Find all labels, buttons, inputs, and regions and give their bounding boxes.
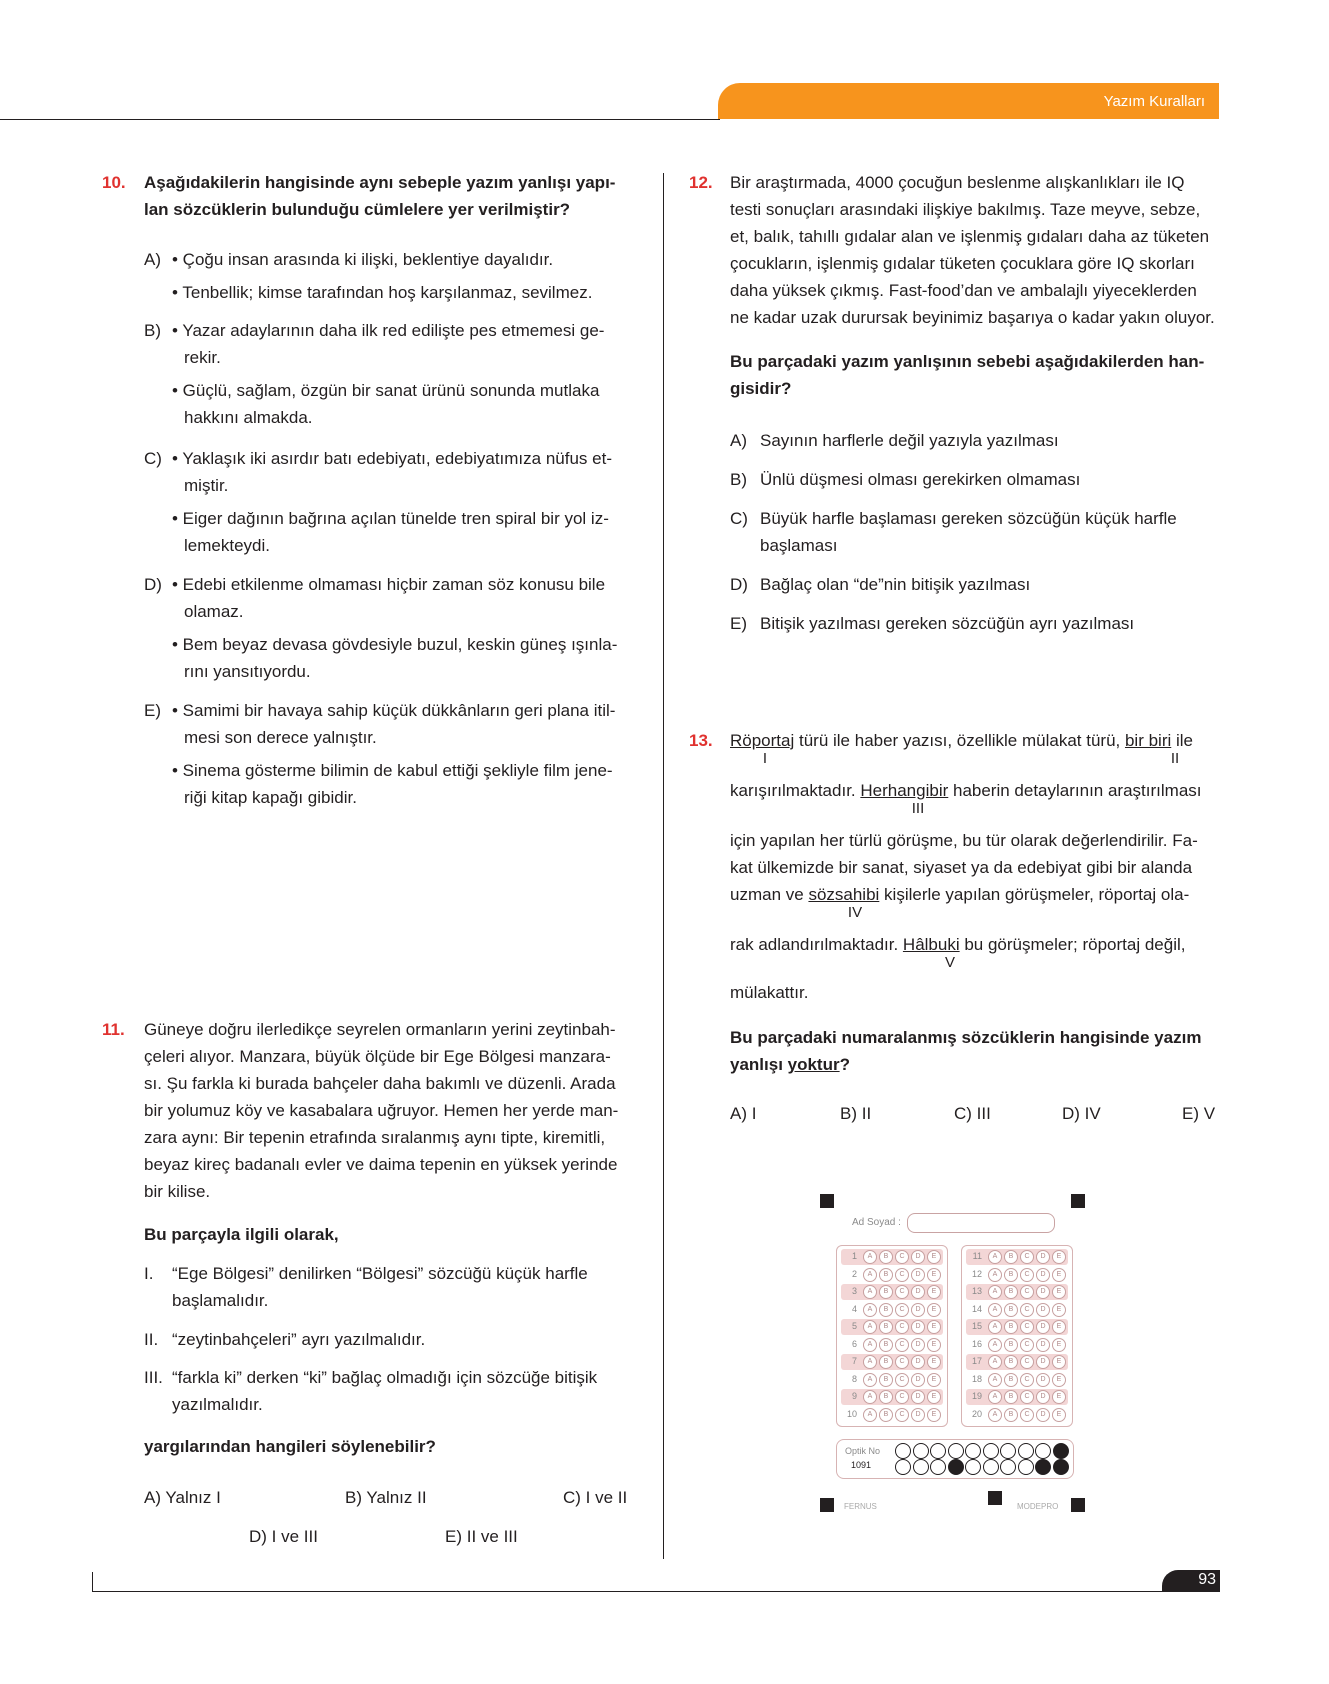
- choice-e[interactable]: E) V: [1182, 1104, 1216, 1123]
- answer-bubble[interactable]: A: [988, 1285, 1002, 1299]
- option-e-line: • Sinema gösterme bilimin de kabul ettiği şekliyle film jene- riği kitap kapağı gibidir.: [172, 761, 613, 807]
- optic-number-bubble[interactable]: [913, 1459, 929, 1475]
- answer-row: [841, 1319, 943, 1335]
- answer-bubble[interactable]: B: [879, 1373, 893, 1387]
- statement-iii: “farkla ki” derken “ki” bağlaç olmadığı için sözcüğe bitişik yazılmalıdır.: [172, 1368, 598, 1414]
- answer-bubble[interactable]: D: [911, 1408, 925, 1422]
- answer-bubble[interactable]: C: [895, 1390, 909, 1404]
- optic-number-bubble[interactable]: [1053, 1443, 1069, 1459]
- option-label: D): [144, 575, 162, 594]
- answer-bubble[interactable]: D: [911, 1303, 925, 1317]
- question-paragraph: Bir araştırmada, 4000 çocuğun beslenme alışkanlıkları ile IQ testi sonuçları arasındaki ilişkiye bakılmış. Taze meyve, sebze, et, balık, tahıllı gıdalar alan ve işlenmiş gıdaları daha az tüketen çocukların, işlenmiş gıdalar tüketen çocuklara göre IQ skorları daha yüksek çıkmış. Fast-food’dan ve ambalajlı yiyeceklerden ne kadar uzak durursak beyinimiz başarıya o kadar yakın oluyor.: [730, 173, 1215, 327]
- row-number: 10: [846, 1408, 857, 1419]
- answer-bubble[interactable]: A: [863, 1250, 877, 1264]
- answer-column-2: [961, 1245, 1073, 1427]
- option-label: C): [730, 509, 748, 528]
- answer-bubble[interactable]: E: [927, 1320, 941, 1334]
- corner-mark: [1071, 1498, 1085, 1512]
- choice-b[interactable]: B) II: [840, 1104, 872, 1123]
- choice-e[interactable]: E) II ve III: [445, 1527, 518, 1546]
- answer-bubble[interactable]: C: [895, 1250, 909, 1264]
- numeral-v: V: [944, 954, 955, 971]
- choice-a[interactable]: A) Yalnız I: [144, 1488, 221, 1507]
- answer-bubble[interactable]: C: [1020, 1373, 1034, 1387]
- answer-bubble[interactable]: C: [1020, 1320, 1034, 1334]
- optic-number-bubble[interactable]: [1000, 1459, 1016, 1475]
- option-a[interactable]: • Çoğu insan arasında ki ilişki, beklentiye dayalıdır.: [172, 250, 554, 269]
- statement-ii: “zeytinbahçeleri” ayrı yazılmalıdır.: [172, 1330, 426, 1349]
- option-d[interactable]: • Edebi etkilenme olmaması hiçbir zaman söz konusu bile olamaz.: [172, 575, 606, 621]
- answer-bubble[interactable]: B: [1004, 1373, 1018, 1387]
- answer-bubble[interactable]: C: [895, 1285, 909, 1299]
- option-c[interactable]: Büyük harfle başlaması gereken sözcüğün küçük harfle başlaması: [760, 509, 1177, 555]
- answer-column-1: [836, 1245, 948, 1427]
- answer-row: [966, 1249, 1068, 1265]
- answer-bubble[interactable]: E: [1052, 1303, 1066, 1317]
- answer-bubble[interactable]: E: [927, 1338, 941, 1352]
- answer-bubble[interactable]: C: [1020, 1408, 1034, 1422]
- header-rule: [0, 119, 720, 120]
- answer-bubble[interactable]: D: [911, 1268, 925, 1282]
- optic-number-bubble[interactable]: [913, 1443, 929, 1459]
- row-number: 20: [971, 1408, 982, 1419]
- answer-bubble[interactable]: C: [895, 1408, 909, 1422]
- answer-bubble[interactable]: C: [1020, 1303, 1034, 1317]
- optic-number-bubble[interactable]: [983, 1443, 999, 1459]
- optic-number-bubble[interactable]: [1053, 1459, 1069, 1475]
- paragraph-line-2: karışırılmaktadır. Herhangibir haberin detaylarının araştırılması: [730, 781, 1202, 800]
- answer-bubble[interactable]: C: [895, 1320, 909, 1334]
- answer-bubble[interactable]: B: [1004, 1338, 1018, 1352]
- section-tab: [718, 83, 1219, 119]
- option-label: E): [144, 701, 161, 720]
- numbered-word-1: Röportaj: [730, 731, 795, 750]
- answer-bubble[interactable]: B: [1004, 1303, 1018, 1317]
- answer-bubble[interactable]: C: [1020, 1390, 1034, 1404]
- answer-bubble[interactable]: B: [879, 1338, 893, 1352]
- brand-left: FERNUS: [844, 1502, 877, 1511]
- row-number: 15: [971, 1321, 982, 1331]
- answer-bubble[interactable]: C: [1020, 1338, 1034, 1352]
- option-c[interactable]: • Yaklaşık iki asırdır batı edebiyatı, edebiyatımıza nüfus et- miştir.: [172, 449, 612, 495]
- answer-bubble[interactable]: E: [927, 1268, 941, 1282]
- answer-bubble[interactable]: C: [895, 1355, 909, 1369]
- numeral-iii: III: [911, 800, 925, 817]
- optic-number-bubble[interactable]: [1018, 1459, 1034, 1475]
- answer-row: [841, 1284, 943, 1300]
- answer-bubble[interactable]: A: [863, 1338, 877, 1352]
- optic-number-bubble[interactable]: [1018, 1443, 1034, 1459]
- paragraph-line-6: rak adlandırılmaktadır. Hâlbuki bu görüşmeler; röportaj değil,: [730, 935, 1186, 954]
- row-number: 8: [851, 1373, 857, 1384]
- question-text: yargılarından hangileri söylenebilir?: [144, 1437, 436, 1456]
- numeral-i: I: [762, 750, 768, 767]
- answer-row: [966, 1407, 1068, 1423]
- answer-bubble[interactable]: A: [863, 1408, 877, 1422]
- answer-bubble[interactable]: B: [879, 1303, 893, 1317]
- answer-bubble[interactable]: D: [911, 1250, 925, 1264]
- statement-i: “Ege Bölgesi” denilirken “Bölgesi” sözcüğü küçük harfle başlamalıdır.: [172, 1264, 588, 1310]
- answer-bubble[interactable]: B: [879, 1390, 893, 1404]
- optic-number-bubble[interactable]: [930, 1443, 946, 1459]
- answer-bubble[interactable]: A: [863, 1373, 877, 1387]
- answer-bubble[interactable]: D: [911, 1338, 925, 1352]
- answer-row: [841, 1407, 943, 1423]
- answer-bubble[interactable]: E: [1052, 1373, 1066, 1387]
- choice-a[interactable]: A) I: [730, 1104, 757, 1123]
- numeral-iv: IV: [847, 904, 863, 921]
- paragraph-line-5: uzman ve sözsahibi kişilerle yapılan görüşmeler, röportaj ola-: [730, 885, 1190, 904]
- choice-d[interactable]: D) I ve III: [249, 1527, 318, 1546]
- name-field[interactable]: [907, 1213, 1055, 1233]
- answer-bubble[interactable]: E: [927, 1285, 941, 1299]
- answer-bubble[interactable]: E: [927, 1390, 941, 1404]
- answer-bubble[interactable]: C: [1020, 1285, 1034, 1299]
- answer-bubble[interactable]: D: [1036, 1338, 1050, 1352]
- answer-bubble[interactable]: C: [895, 1303, 909, 1317]
- answer-bubble[interactable]: E: [1052, 1320, 1066, 1334]
- optic-number-bubble[interactable]: [895, 1443, 911, 1459]
- answer-bubble[interactable]: B: [1004, 1408, 1018, 1422]
- optic-no-label: Optik No: [845, 1446, 881, 1456]
- optic-number-bubble[interactable]: [948, 1459, 964, 1475]
- answer-bubble[interactable]: E: [1052, 1338, 1066, 1352]
- answer-bubble[interactable]: E: [1052, 1268, 1066, 1282]
- answer-bubble[interactable]: D: [911, 1355, 925, 1369]
- optic-number-bubble[interactable]: [895, 1459, 911, 1475]
- row-number: 17: [971, 1356, 982, 1366]
- question-lead: Bu parçayla ilgili olarak,: [144, 1225, 339, 1244]
- row-number: 3: [851, 1286, 857, 1296]
- answer-bubble[interactable]: A: [988, 1268, 1002, 1282]
- answer-bubble[interactable]: B: [1004, 1250, 1018, 1264]
- numeral-ii: II: [1170, 750, 1180, 767]
- option-label: D): [730, 575, 748, 594]
- optic-number-bubble[interactable]: [965, 1443, 981, 1459]
- answer-bubble[interactable]: D: [911, 1373, 925, 1387]
- option-b-line: • Güçlü, sağlam, özgün bir sanat ürünü sonunda mutlaka hakkını almakda.: [172, 381, 600, 427]
- answer-bubble[interactable]: E: [1052, 1390, 1066, 1404]
- question-number: 12.: [689, 173, 713, 192]
- answer-bubble[interactable]: A: [988, 1355, 1002, 1369]
- option-d[interactable]: Bağlaç olan “de”nin bitişik yazılması: [760, 575, 1031, 594]
- answer-bubble[interactable]: E: [927, 1408, 941, 1422]
- answer-row: [966, 1354, 1068, 1370]
- answer-bubble[interactable]: B: [879, 1285, 893, 1299]
- numbered-word-2: bir biri: [1124, 731, 1172, 750]
- answer-bubble[interactable]: E: [1052, 1250, 1066, 1264]
- row-number: 19: [971, 1391, 982, 1401]
- corner-mark: [988, 1491, 1002, 1505]
- answer-row: [966, 1267, 1068, 1283]
- answer-bubble[interactable]: E: [1052, 1285, 1066, 1299]
- question-number: 13.: [689, 731, 713, 750]
- row-number: 7: [851, 1356, 857, 1366]
- option-a-line: • Tenbellik; kimse tarafından hoş karşılanmaz, sevilmez.: [172, 283, 593, 302]
- answer-bubble[interactable]: B: [879, 1320, 893, 1334]
- row-number: 13: [971, 1286, 982, 1296]
- answer-bubble[interactable]: A: [863, 1285, 877, 1299]
- answer-bubble[interactable]: C: [895, 1268, 909, 1282]
- answer-bubble[interactable]: A: [863, 1303, 877, 1317]
- option-b[interactable]: Ünlü düşmesi olması gerekirken olmaması: [760, 470, 1081, 489]
- answer-bubble[interactable]: E: [927, 1373, 941, 1387]
- answer-bubble[interactable]: A: [988, 1303, 1002, 1317]
- optic-number-bubble[interactable]: [983, 1459, 999, 1475]
- answer-bubble[interactable]: E: [927, 1303, 941, 1317]
- answer-bubble[interactable]: D: [1036, 1268, 1050, 1282]
- row-number: 18: [971, 1373, 982, 1384]
- row-number: 11: [972, 1251, 982, 1261]
- option-label: E): [730, 614, 747, 633]
- row-number: 9: [851, 1391, 857, 1401]
- page-number: 93: [1198, 1571, 1216, 1588]
- optic-number-bubble[interactable]: [930, 1459, 946, 1475]
- answer-bubble[interactable]: A: [863, 1390, 877, 1404]
- footer-rule: [92, 1591, 1220, 1592]
- numbered-word-5: Hâlbuki: [902, 935, 960, 954]
- option-e[interactable]: Bitişik yazılması gereken sözcüğün ayrı yazılması: [760, 614, 1135, 633]
- choice-d[interactable]: D) IV: [1062, 1104, 1101, 1123]
- statement-label: III.: [144, 1368, 163, 1387]
- row-number: 5: [851, 1321, 857, 1331]
- answer-row: [841, 1389, 943, 1405]
- corner-mark: [820, 1194, 834, 1208]
- answer-bubble[interactable]: B: [879, 1355, 893, 1369]
- row-number: 12: [971, 1268, 982, 1279]
- answer-row: [966, 1284, 1068, 1300]
- numbered-word-4: sözsahibi: [808, 885, 880, 904]
- numbered-word-3: Herhangibir: [860, 781, 949, 800]
- answer-bubble[interactable]: E: [1052, 1408, 1066, 1422]
- choice-b[interactable]: B) Yalnız II: [345, 1488, 427, 1507]
- question-text: Bu parçadaki yazım yanlışının sebebi aşağıdakilerden han- gisidir?: [730, 352, 1205, 398]
- paragraph-line-3: için yapılan her türlü görüşme, bu tür olarak değerlendirilir. Fa- kat ülkemizde bir sanat, siyaset ya da edebiyat gibi bir alanda: [730, 831, 1198, 877]
- answer-bubble[interactable]: A: [863, 1268, 877, 1282]
- answer-bubble[interactable]: D: [1036, 1320, 1050, 1334]
- row-number: 1: [851, 1251, 857, 1261]
- answer-bubble[interactable]: A: [988, 1373, 1002, 1387]
- answer-bubble[interactable]: A: [988, 1250, 1002, 1264]
- option-label: C): [144, 449, 162, 468]
- answer-bubble[interactable]: D: [1036, 1303, 1050, 1317]
- option-c-line: • Eiger dağının bağrına açılan tünelde tren spiral bir yol iz- lemekteydi.: [172, 509, 609, 555]
- answer-bubble[interactable]: C: [895, 1338, 909, 1352]
- optic-number-bubble[interactable]: [948, 1443, 964, 1459]
- option-label: A): [144, 250, 161, 269]
- answer-bubble[interactable]: C: [1020, 1250, 1034, 1264]
- answer-bubble[interactable]: C: [895, 1373, 909, 1387]
- answer-bubble[interactable]: A: [988, 1320, 1002, 1334]
- answer-bubble[interactable]: E: [1052, 1355, 1066, 1369]
- answer-bubble[interactable]: E: [927, 1355, 941, 1369]
- answer-row: [841, 1267, 943, 1283]
- answer-bubble[interactable]: B: [1004, 1268, 1018, 1282]
- question-text: Bu parçadaki numaralanmış sözcüklerin hangisinde yazım yanlışı yoktur?: [730, 1028, 1202, 1074]
- answer-bubble[interactable]: B: [1004, 1320, 1018, 1334]
- answer-row: [841, 1302, 943, 1318]
- option-b[interactable]: • Yazar adaylarının daha ilk red edilişte pes etmemesi ge- rekir.: [172, 321, 605, 367]
- optic-no-value: 1091: [851, 1460, 872, 1470]
- footer-mark: [92, 1572, 93, 1592]
- optic-number-box: [836, 1439, 1074, 1479]
- optic-number-bubble[interactable]: [1000, 1443, 1016, 1459]
- choice-c[interactable]: C) III: [954, 1104, 991, 1123]
- answer-row: [966, 1302, 1068, 1318]
- answer-row: [841, 1249, 943, 1265]
- answer-bubble[interactable]: D: [1036, 1285, 1050, 1299]
- choice-c[interactable]: C) I ve II: [563, 1488, 628, 1507]
- answer-bubble[interactable]: D: [1036, 1250, 1050, 1264]
- answer-row: [966, 1389, 1068, 1405]
- answer-bubble[interactable]: B: [879, 1250, 893, 1264]
- statement-label: I.: [144, 1264, 154, 1283]
- answer-bubble[interactable]: A: [988, 1408, 1002, 1422]
- column-divider: [663, 173, 664, 1559]
- answer-bubble[interactable]: B: [879, 1408, 893, 1422]
- section-title: Yazım Kuralları: [1103, 93, 1205, 110]
- row-number: 6: [851, 1338, 857, 1349]
- answer-bubble[interactable]: A: [863, 1355, 877, 1369]
- answer-bubble[interactable]: D: [1036, 1408, 1050, 1422]
- optic-number-bubble[interactable]: [1035, 1459, 1051, 1475]
- answer-bubble[interactable]: A: [988, 1390, 1002, 1404]
- statement-label: II.: [144, 1330, 159, 1349]
- option-label: B): [730, 470, 747, 489]
- row-number: 4: [851, 1303, 857, 1314]
- answer-bubble[interactable]: B: [1004, 1355, 1018, 1369]
- answer-bubble[interactable]: D: [911, 1285, 925, 1299]
- optic-number-bubble[interactable]: [965, 1459, 981, 1475]
- answer-bubble[interactable]: A: [988, 1338, 1002, 1352]
- option-a[interactable]: Sayının harflerle değil yazıyla yazılması: [760, 431, 1059, 450]
- answer-bubble[interactable]: C: [1020, 1268, 1034, 1282]
- answer-bubble[interactable]: B: [1004, 1285, 1018, 1299]
- answer-bubble[interactable]: D: [1036, 1355, 1050, 1369]
- name-label: Ad Soyad :: [852, 1217, 901, 1228]
- option-d-line: • Bem beyaz devasa gövdesiyle buzul, keskin güneş ışınla- rını yansıtıyordu.: [172, 635, 618, 681]
- answer-bubble[interactable]: D: [1036, 1373, 1050, 1387]
- paragraph-line-1: Röportaj türü ile haber yazısı, özellikle mülakat türü, bir biri ile: [730, 731, 1193, 750]
- option-e[interactable]: • Samimi bir havaya sahip küçük dükkânların geri plana itil- mesi son derece yalnıştır.: [172, 701, 616, 747]
- answer-bubble[interactable]: D: [911, 1320, 925, 1334]
- answer-row: [966, 1319, 1068, 1335]
- question-number: 11.: [102, 1020, 125, 1039]
- answer-bubble[interactable]: E: [927, 1250, 941, 1264]
- answer-row: [841, 1337, 943, 1353]
- option-label: A): [730, 431, 747, 450]
- question-stem: Aşağıdakilerin hangisinde aynı sebeple yazım yanlışı yapı- lan sözcüklerin bulunduğu cümlelere yer verilmiştir?: [144, 173, 616, 219]
- answer-bubble[interactable]: D: [1036, 1390, 1050, 1404]
- option-label: B): [144, 321, 161, 340]
- corner-mark: [820, 1498, 834, 1512]
- answer-bubble[interactable]: A: [863, 1320, 877, 1334]
- question-number: 10.: [102, 173, 126, 192]
- answer-row: [841, 1372, 943, 1388]
- row-number: 14: [971, 1303, 982, 1314]
- answer-row: [966, 1372, 1068, 1388]
- row-number: 2: [851, 1268, 857, 1279]
- question-paragraph: Güneye doğru ilerledikçe seyrelen ormanların yerini zeytinbah- çeleri alıyor. Manzara, büyük ölçüde bir Ege Bölgesi manzara- sı. Şu farkla ki burada bahçeler daha bakımlı ve düzenli. Arada bir yolumuz köy ve kasabalara uğruyor. Hemen her yerde man- zara aynı: Bir tepenin etrafında sıralanmış aynı tipte, kiremitli, beyaz kireç badanalı evler ve daima tepenin en yüksek yerinde bir kilise.: [144, 1020, 619, 1201]
- answer-bubble[interactable]: D: [911, 1390, 925, 1404]
- answer-bubble[interactable]: C: [1020, 1355, 1034, 1369]
- optic-number-bubble[interactable]: [1035, 1443, 1051, 1459]
- answer-row: [841, 1354, 943, 1370]
- row-number: 16: [971, 1338, 982, 1349]
- paragraph-line-7: mülakattır.: [730, 983, 809, 1002]
- corner-mark: [1071, 1194, 1085, 1208]
- page-number-tab: [1162, 1570, 1220, 1592]
- answer-bubble[interactable]: B: [1004, 1390, 1018, 1404]
- answer-row: [966, 1337, 1068, 1353]
- answer-bubble[interactable]: B: [879, 1268, 893, 1282]
- brand-right: MODEPRO: [1017, 1502, 1059, 1511]
